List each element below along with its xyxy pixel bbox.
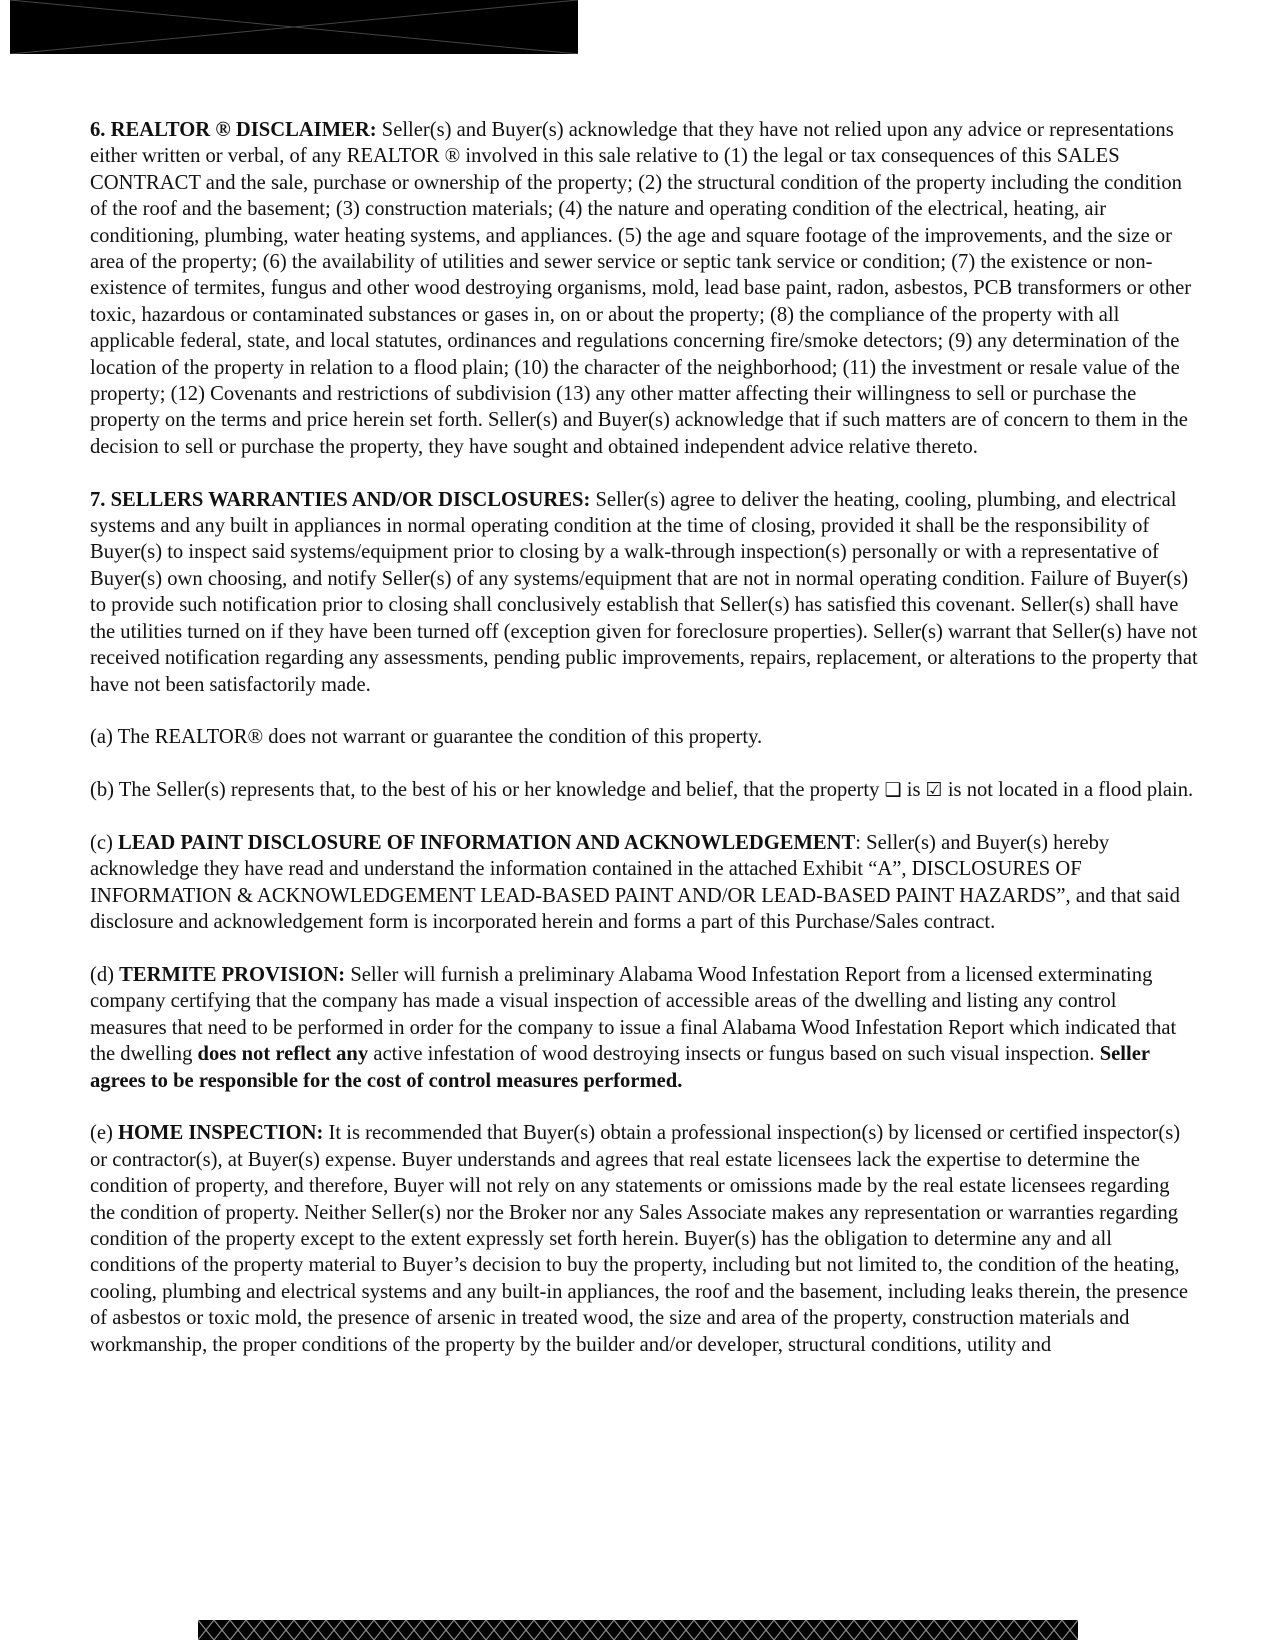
- redaction-bar-bottom: [198, 1620, 1078, 1640]
- clause-d-bold-2: Seller agrees to be responsible for the cost of control measures performed.: [90, 1043, 1150, 1092]
- section-7-sellers-warranties: [90, 487, 1198, 698]
- clause-e-label: (e): [90, 1122, 119, 1145]
- clause-b-is-label: is: [901, 779, 926, 802]
- section-7-heading: 7. SELLERS WARRANTIES AND/OR DISCLOSURES:: [90, 488, 591, 511]
- document-body: [90, 117, 1198, 1384]
- flood-plain-is-not-checkbox[interactable]: ☑: [925, 779, 943, 802]
- redaction-cross-lines: [10, 0, 578, 54]
- clause-e-heading: HOME INSPECTION:: [118, 1122, 324, 1145]
- clause-c-heading: LEAD PAINT DISCLOSURE OF INFORMATION AND ACKNOWLEDGEMENT: [118, 831, 856, 854]
- clause-b-suffix: is not located in a flood plain.: [942, 779, 1194, 802]
- clause-d-text-2: active infestation of wood destroying insects or fungus based on such visual inspection.: [368, 1043, 1100, 1066]
- section-6-heading: 6. REALTOR ® DISCLAIMER:: [90, 119, 377, 141]
- section-6-text: Seller(s) and Buyer(s) acknowledge that they have not relied upon any advice or representations either written or verbal, of any REALTOR ® involved in this sale relative to (1) the legal or tax consequences of this SALES CONTRACT and the sale, purchase or ownership of the property; (2) the structural condition of the property including the condition of the roof and the basement; (3) construction materials; (4) the nature and operating condition of the electrical, heating, air conditioning, plumbing, water heating systems, and appliances. (5) the age and square footage of the improvements, and the size or area of the property; (6) the availability of utilities and sewer service or septic tank service or condition; (7) the existence or non-existence of termites, fungus and other wood destroying organisms, mold, lead base paint, radon, asbestos, PCB transformers or other toxic, hazardous or contaminated substances or gases in, on or about the property; (8) the compliance of the property with all applicable federal, state, and local statutes, ordinances and regulations concerning fire/smoke detectors; (9) any determination of the location of the property in relation to a flood plain; (10) the character of the neighborhood; (11) the investment or resale value of the property; (12) Covenants and restrictions of subdivision (13) any other matter affecting their willingness to sell or purchase the property on the terms and price herein set forth. Seller(s) and Buyer(s) acknowledge that if such matters are of concern to them in the decision to sell or purchase the property, they have sought and obtained independent advice relative thereto.: [90, 119, 1192, 458]
- clause-e-home-inspection: [90, 1120, 1198, 1358]
- clause-d-text-1: Seller will furnish a preliminary Alabama Wood Infestation Report from a licensed exterminating company certifying that the company has made a visual inspection of accessible areas of the dwelling and listing any control measures that need to be performed in order for the company to issue a final Alabama Wood Infestation Report which indicated that the dwelling: [90, 963, 1177, 1066]
- clause-b-flood-plain: [90, 777, 1198, 803]
- clause-d-termite-provision: [90, 962, 1198, 1094]
- clause-e-text: It is recommended that Buyer(s) obtain a professional inspection(s) by licensed or certified inspector(s) or contractor(s), at Buyer(s) expense. Buyer understands and agrees that real estate licensees lack the expertise to determine the condition of property, and therefore, Buyer will not rely on any statements or omissions made by the real estate licensees regarding the condition of property. Neither Seller(s) nor the Broker nor any Sales Associate makes any representation or warranties regarding condition of the property except to the extent expressly set forth herein. Buyer(s) has the obligation to determine any and all conditions of the property material to Buyer’s decision to buy the property, including but not limited to, the condition of the heating, cooling, plumbing and electrical systems and any built-in appliances, the roof and the basement, including leaks therein, the presence of asbestos or toxic mold, the presence of arsenic in treated wood, the size and area of the property, construction materials and workmanship, the proper conditions of the property by the builder and/or developer, structural conditions, utility and: [90, 1122, 1188, 1356]
- clause-d-bold-1: does not reflect any: [197, 1043, 369, 1066]
- clause-a-realtor-no-warranty: [90, 724, 1198, 750]
- clause-c-label: (c): [90, 831, 119, 854]
- clause-c-text: : Seller(s) and Buyer(s) hereby acknowledge they have read and understand the information contained in the attached Exhibit “A”, DISCLOSURES OF INFORMATION & ACKNOWLEDGEMENT LEAD-BASED PAINT AND/OR LEAD-BASED PAINT HAZARDS”, and that said disclosure and acknowledgement form is incorporated herein and forms a part of this Purchase/Sales contract.: [90, 831, 1180, 934]
- flood-plain-is-checkbox[interactable]: ❑: [884, 779, 902, 802]
- clause-d-heading: TERMITE PROVISION:: [119, 963, 346, 986]
- clause-d-label: (d): [90, 963, 120, 986]
- redaction-bar-top: [10, 0, 578, 54]
- clause-c-lead-paint-disclosure: [90, 830, 1198, 936]
- section-6-realtor-disclaimer: [90, 117, 1198, 460]
- section-7-text: Seller(s) agree to deliver the heating, cooling, plumbing, and electrical systems and any built in appliances in normal operating condition at the time of closing, provided it shall be the responsibility of Buyer(s) to inspect said systems/equipment prior to closing by a walk-through inspection(s) personally or with a representative of Buyer(s) own choosing, and notify Seller(s) of any systems/equipment that are not in normal operating condition. Failure of Buyer(s) to provide such notification prior to closing shall conclusively establish that Seller(s) has satisfied this covenant. Seller(s) shall have the utilities turned on if they have been turned off (exception given for foreclosure properties). Seller(s) warrant that Seller(s) have not received notification regarding any assessments, pending public improvements, repairs, replacement, or alterations to the property that have not been satisfactorily made.: [90, 488, 1198, 696]
- redaction-pattern: [198, 1620, 1078, 1640]
- clause-a-text: (a) The REALTOR® does not warrant or guarantee the condition of this property.: [90, 726, 763, 749]
- clause-b-prefix: (b) The Seller(s) represents that, to the best of his or her knowledge and belief, that the property: [90, 779, 885, 802]
